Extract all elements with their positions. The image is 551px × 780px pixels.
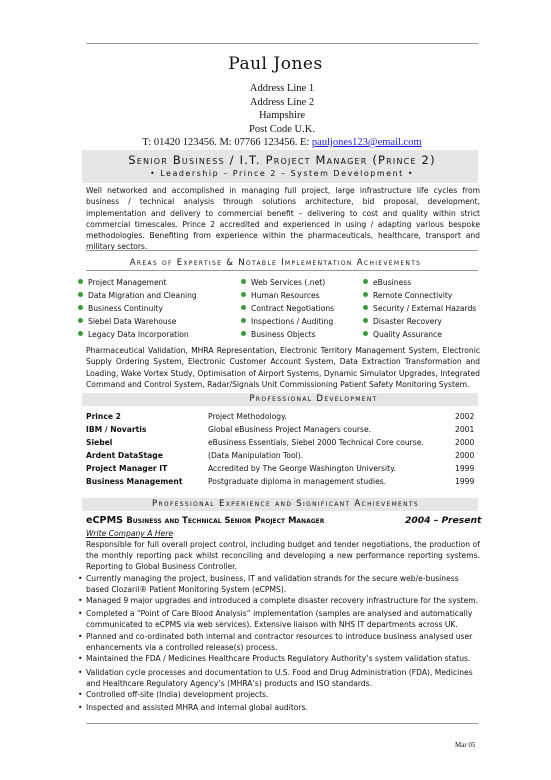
job-heading	[86, 515, 324, 526]
development-name: Prince 2	[86, 412, 121, 421]
expertise-heading: Areas of Expertise & Notable Implementation Achievements	[129, 258, 422, 268]
bullet-icon: •	[78, 668, 83, 677]
address-line-1: Address Line 1	[249, 83, 315, 94]
bullet-icon	[78, 318, 83, 323]
development-name: Business Management	[86, 477, 183, 486]
bullet-icon	[78, 279, 83, 284]
job-intro: Responsible for full overall project control, including budget and tender negotiations, the production of the monthly reporting pack whilst reconciling and developing a new performance reporting systems. Reporting to Global Business Controller.	[86, 540, 480, 571]
achievements-paragraph: Pharmaceutical Validation, MHRA Representation, Electronic Territory Management System, Electronic Supply Ordering System, Electronic Customer Account System, Data Extraction Transformation and Loading, Wake Vortex Study, Optimisation of Airport Systems, Dynamic Simulator Upgrades, Integrated Command and Control System, Radar/Signals Unit Commissioning Patient Safety Monitoring System.	[86, 346, 480, 389]
development-year: 2001	[455, 425, 475, 434]
development-name: Ardent DataStage	[86, 451, 163, 460]
achievement-item: • Planned and co-ordinated both internal and contractor resources to introduce business analysed user enhancements via a controlled release(s) process.	[78, 632, 473, 652]
development-year: 2000	[455, 451, 475, 460]
tagline: • Leadership – Prince 2 – System Development •	[149, 169, 415, 178]
footer-date: Mar 05	[455, 741, 476, 749]
skill-item: Siebel Data Warehouse	[78, 317, 176, 326]
bullet-icon: •	[78, 574, 83, 583]
job-lead: eCPMS	[86, 515, 124, 526]
development-heading: Professional Development	[249, 394, 378, 404]
achievement-item: • Completed a “Point of Care Blood Analysis” implementation (samples are analysed and automatically communicated to eCPMS via web services). Extensive liaison with NHS IT departments across UK.	[78, 609, 473, 629]
achievement-item: • Inspected and assisted MHRA and internal global auditors.	[78, 703, 308, 712]
top-divider	[86, 43, 478, 44]
achievement-item: • Managed 9 major upgrades and introduced a complete disaster recovery infrastructure for the system.	[78, 596, 479, 605]
contact-line	[0, 137, 551, 148]
summary-paragraph: Well networked and accomplished in managing full project, large infrastructure life cycles from business / technical analysis through solutions architecture, bid proposal, development, implementation and delivery to commercial benefit – delivering to cost and quality within strict commercial timescales. Prince 2 accredited and experienced in using / adapting various bespoke methodologies. Benefiting from experience within the pharmaceuticals, healthcare, transport and military sectors.	[86, 186, 480, 252]
skill-item: Business Objects	[241, 330, 316, 339]
skill-item: Human Resources	[241, 291, 320, 300]
address-line-2: Address Line 2	[249, 96, 315, 108]
bullet-icon: •	[78, 703, 83, 712]
bullet-icon	[363, 279, 368, 284]
skill-item: Disaster Recovery	[363, 317, 442, 326]
skill-item: Business Continuity	[78, 304, 163, 313]
bullet-icon: •	[78, 632, 83, 641]
development-description: Project Methodology.	[208, 412, 287, 421]
development-description: Postgraduate diploma in management studies.	[208, 477, 387, 486]
address-postcode: Post Code U.K.	[249, 123, 315, 135]
development-year: 1999	[455, 464, 475, 473]
summary-divider	[86, 250, 478, 251]
bullet-icon	[241, 292, 246, 297]
skill-item: Quality Assurance	[363, 330, 442, 339]
bullet-icon	[363, 292, 368, 297]
skill-item: Inspections / Auditing	[241, 317, 333, 326]
job-dates: 2004 – Present	[405, 515, 482, 526]
bullet-icon	[363, 318, 368, 323]
bullet-icon	[241, 279, 246, 284]
achievement-item: • Validation cycle processes and documentation to U.S. Food and Drug Administration (FDA), Medicines and Healthcare Regulatory Agency’s (MHRA’s) products and ISO standards.	[78, 668, 473, 688]
job-title: Senior Business / I.T. Project Manager (Prince 2)	[128, 153, 436, 167]
development-year: 1999	[455, 477, 475, 486]
achievement-item: • Maintained the FDA / Medicines Healthcare Products Regulatory Authority’s system validation status.	[78, 654, 471, 663]
bullet-icon	[78, 305, 83, 310]
experience-heading: Professional Experience and Significant Achievements	[151, 499, 419, 509]
bullet-icon	[241, 331, 246, 336]
skill-item: Web Services (.net)	[241, 278, 325, 287]
job-role: Business and Technical Senior Project Manager	[126, 515, 325, 525]
candidate-name: Paul Jones	[228, 54, 323, 74]
address-county: Hampshire	[258, 110, 306, 121]
bullet-icon	[78, 331, 83, 336]
skill-item: Security / External Hazards	[363, 304, 476, 313]
bullet-icon	[241, 305, 246, 310]
development-description: (Data Manipulation Tool).	[208, 451, 304, 460]
expertise-heading-rule	[86, 270, 478, 271]
skill-item: Project Management	[78, 278, 166, 287]
bottom-divider	[86, 723, 478, 724]
skill-item: Remote Connectivity	[363, 291, 452, 300]
contact-phones: T: 01420 123456. M: 07766 123456. E:	[142, 137, 310, 148]
skill-item: Contract Negotiations	[241, 304, 334, 313]
bullet-icon	[363, 331, 368, 336]
skill-item: Data Migration and Cleaning	[78, 291, 197, 300]
development-name: IBM / Novartis	[86, 425, 147, 434]
email-link[interactable]: pauljones123@email.com	[311, 137, 422, 148]
bullet-icon	[78, 292, 83, 297]
bullet-icon: •	[78, 654, 83, 663]
achievement-item: • Currently managing the project, business, IT and validation strands for the secure web/e-business based Clozaril® Patient Monitoring System (eCPMS).	[78, 574, 459, 594]
bullet-icon	[363, 305, 368, 310]
development-description: Accredited by The George Washington University.	[208, 464, 396, 473]
bullet-icon	[241, 318, 246, 323]
skill-item: eBusiness	[363, 278, 411, 287]
bullet-icon: •	[78, 609, 83, 618]
company-name: Write Company A Here	[86, 529, 173, 538]
development-description: Global eBusiness Project Managers course.	[208, 425, 372, 434]
development-name: Siebel	[86, 438, 113, 447]
bullet-icon: •	[78, 596, 83, 605]
skill-item: Legacy Data Incorporation	[78, 330, 189, 339]
development-name: Project Manager IT	[86, 464, 168, 473]
achievement-item: • Controlled off-site (India) development projects.	[78, 690, 269, 699]
bullet-icon: •	[78, 690, 83, 699]
development-year: 2000	[455, 438, 475, 447]
development-year: 2002	[455, 412, 475, 421]
development-description: eBusiness Essentials, Siebel 2000 Technical Core course.	[208, 438, 424, 447]
